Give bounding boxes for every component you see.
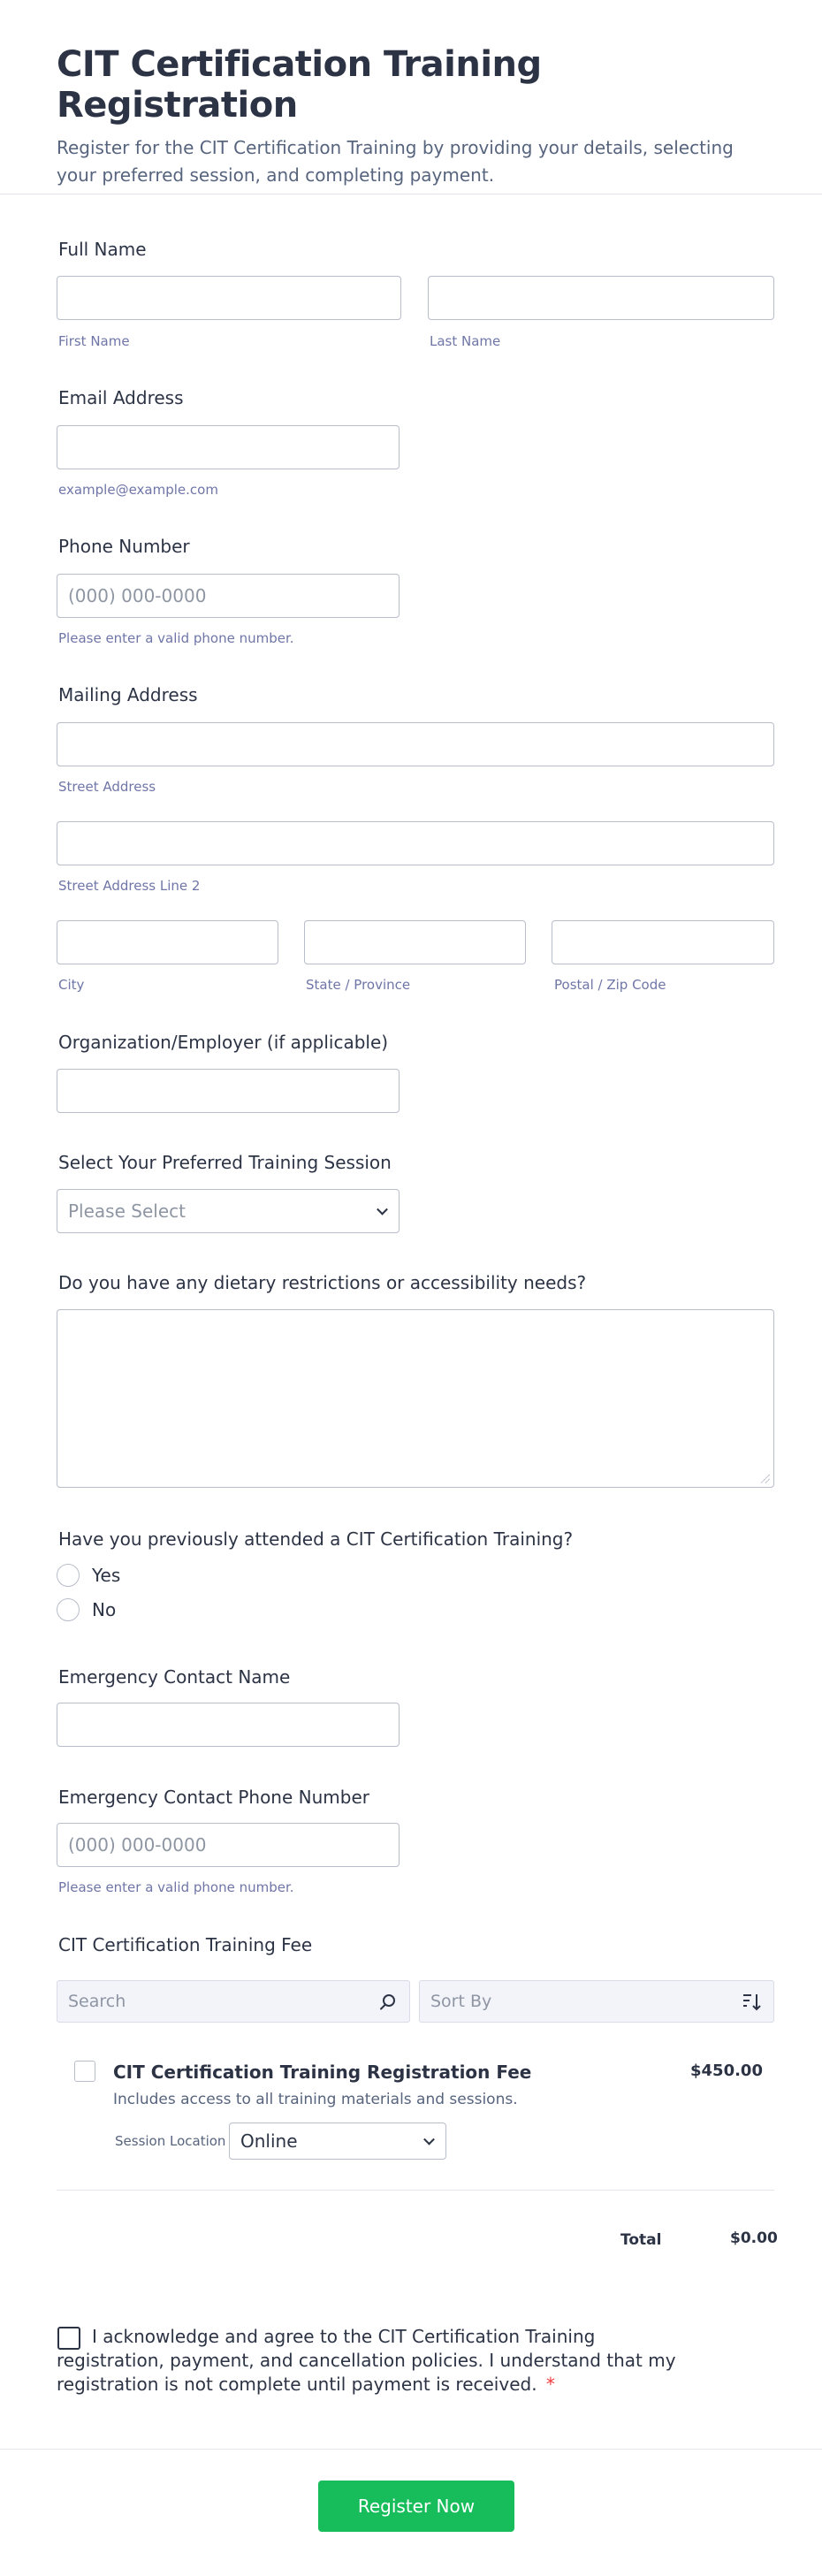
- emergency-phone-label: Emergency Contact Phone Number: [58, 1787, 369, 1808]
- product-name: CIT Certification Training Registration Fee: [113, 2062, 532, 2083]
- street-address-input[interactable]: [57, 722, 774, 766]
- city-input[interactable]: [57, 920, 278, 964]
- product-checkbox[interactable]: [74, 2061, 95, 2082]
- emergency-phone-sublabel: Please enter a valid phone number.: [58, 1879, 294, 1895]
- consent-text: I acknowledge and agree to the CIT Certification Training registration, payment, and cancellation policies. I understand that my registration is not complete until payment is received.: [57, 2326, 676, 2395]
- first-name-input[interactable]: [57, 276, 401, 320]
- email-sublabel: example@example.com: [58, 482, 218, 498]
- session-location-value: Online: [240, 2130, 298, 2152]
- organization-input[interactable]: [57, 1069, 400, 1113]
- register-now-button[interactable]: Register Now: [318, 2481, 514, 2532]
- page-title: CIT Certification Training Registration: [57, 44, 542, 126]
- dietary-textarea[interactable]: [57, 1309, 774, 1488]
- attended-label: Have you previously attended a CIT Certification Training?: [58, 1528, 574, 1550]
- emergency-name-label: Emergency Contact Name: [58, 1666, 291, 1688]
- zip-sublabel: Postal / Zip Code: [554, 977, 666, 993]
- product-price: $450.00: [690, 2062, 763, 2080]
- mailing-address-label: Mailing Address: [58, 684, 198, 705]
- attended-option-no[interactable]: [57, 1598, 116, 1621]
- sort-by-placeholder: Sort By: [430, 1992, 492, 2011]
- total-label: Total: [620, 2231, 662, 2249]
- email-input[interactable]: [57, 425, 400, 469]
- phone-sublabel: Please enter a valid phone number.: [58, 630, 294, 646]
- radio-button[interactable]: [57, 1598, 80, 1621]
- session-location-select[interactable]: [229, 2123, 446, 2160]
- last-name-sublabel: Last Name: [430, 333, 501, 349]
- emergency-name-input[interactable]: [57, 1703, 400, 1747]
- session-select-value: Please Select: [68, 1200, 186, 1222]
- dietary-label: Do you have any dietary restrictions or accessibility needs?: [58, 1272, 587, 1293]
- last-name-input[interactable]: [428, 276, 774, 320]
- attended-option-no-label: No: [92, 1599, 117, 1620]
- consent-text-block: [57, 2325, 693, 2397]
- state-sublabel: State / Province: [306, 977, 411, 993]
- page-description: Register for the CIT Certification Training by providing your details, selecting your preferred session, and completing payment.: [57, 137, 734, 186]
- full-name-label: Full Name: [58, 239, 147, 260]
- total-value: $0.00: [730, 2229, 778, 2247]
- session-label: Select Your Preferred Training Session: [58, 1152, 392, 1173]
- phone-input[interactable]: [57, 574, 400, 618]
- resize-grip-icon[interactable]: [761, 1475, 770, 1483]
- attended-option-yes-label: Yes: [92, 1565, 121, 1586]
- emergency-phone-input[interactable]: [57, 1823, 400, 1867]
- session-location-label: Session Location: [115, 2133, 226, 2149]
- city-sublabel: City: [58, 977, 85, 993]
- required-mark: *: [545, 2374, 555, 2395]
- zip-input[interactable]: [552, 920, 774, 964]
- organization-label: Organization/Employer (if applicable): [58, 1032, 389, 1053]
- email-label: Email Address: [58, 387, 184, 408]
- chevron-down-icon: [377, 1204, 388, 1216]
- fee-divider: [57, 2190, 774, 2191]
- footer-divider: [0, 2449, 822, 2450]
- sort-by-select[interactable]: [419, 1980, 774, 2023]
- product-search-input[interactable]: [57, 1980, 410, 2023]
- session-select[interactable]: [57, 1189, 400, 1233]
- product-description: Includes access to all training materials and sessions.: [113, 2091, 518, 2108]
- sort-icon: [742, 1993, 763, 2012]
- form-header: [0, 0, 822, 194]
- first-name-sublabel: First Name: [58, 333, 130, 349]
- street-address-sublabel: Street Address: [58, 779, 156, 795]
- product-search-placeholder: Search: [68, 1992, 126, 2011]
- fee-label: CIT Certification Training Fee: [58, 1934, 313, 1955]
- search-icon[interactable]: [379, 1993, 397, 2011]
- chevron-down-icon: [423, 2134, 435, 2145]
- attended-option-yes[interactable]: [57, 1564, 120, 1587]
- state-input[interactable]: [304, 920, 526, 964]
- phone-label: Phone Number: [58, 536, 190, 557]
- street-address-line2-sublabel: Street Address Line 2: [58, 878, 201, 894]
- street-address-line2-input[interactable]: [57, 821, 774, 865]
- radio-button[interactable]: [57, 1564, 80, 1587]
